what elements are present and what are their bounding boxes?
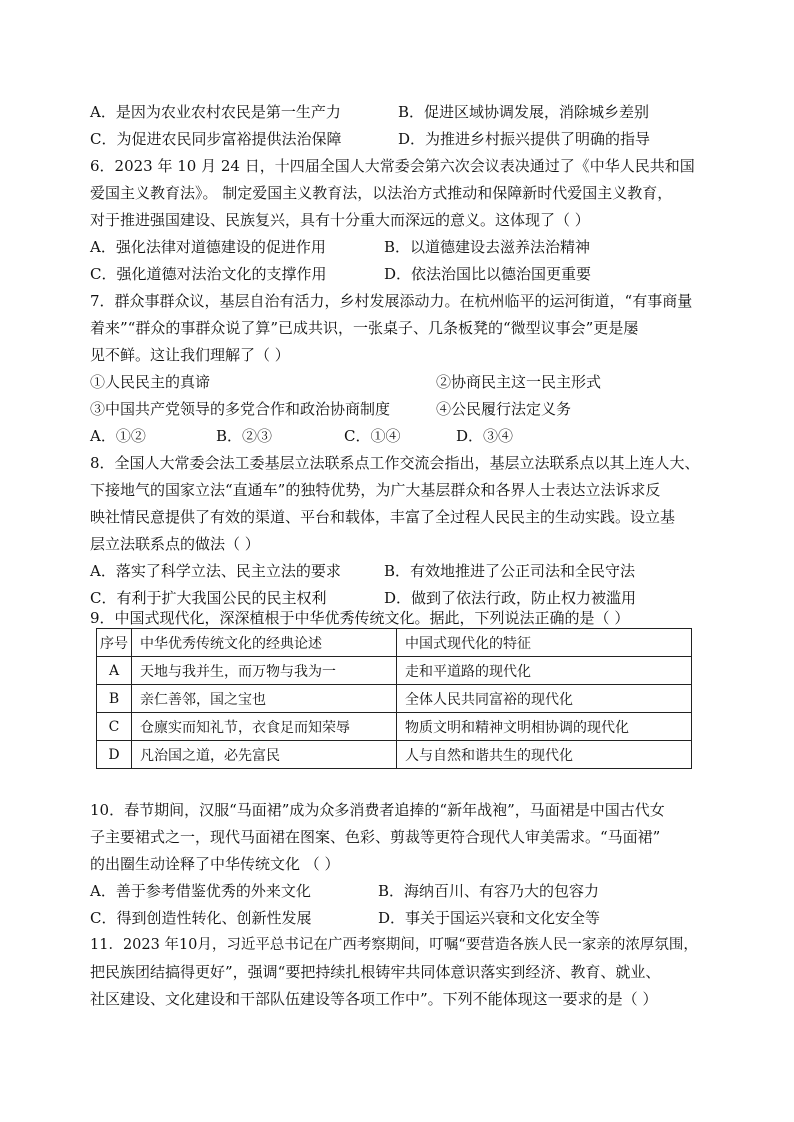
q5-option-b: B．促进区域协调发展，消除城乡差别: [398, 103, 650, 121]
q5-option-c: C．为促进农民同步富裕提供法治保障: [90, 130, 342, 148]
table-cell: 凡治国之道，必先富民: [132, 741, 397, 769]
table-cell: 物质文明和精神文明相协调的现代化: [397, 713, 692, 741]
q10-stem-line: 10．春节期间，汉服“马面裙”成为众多消费者追捧的“新年战袍”，马面裙是中国古代女: [90, 801, 665, 819]
table-row: [97, 713, 692, 741]
q7-option-d: D．③④: [456, 427, 514, 445]
table-header-row: [97, 629, 692, 657]
table-cell: B: [97, 685, 132, 713]
q7-stem-line: 着来”“群众的事群众说了算”已成共识，一张桌子、几条板凳的“微型议事会”更是屡: [90, 319, 639, 337]
q7-stem-line: 见不鲜。这让我们理解了（ ）: [90, 346, 290, 364]
q8-option-a: A．落实了科学立法、民主立法的要求: [90, 562, 341, 580]
q7-option-c: C．①④: [344, 427, 401, 445]
table-row: [97, 657, 692, 685]
q6-option-a: A．强化法律对道德建设的促进作用: [90, 238, 326, 256]
q10-option-a: A．善于参考借鉴优秀的外来文化: [90, 882, 311, 900]
q9-table: [96, 628, 692, 769]
q8-stem-line: 层立法联系点的做法（ ）: [90, 535, 260, 553]
q7-item: ②协商民主这一民主形式: [436, 373, 602, 391]
table-row: [97, 685, 692, 713]
q6-stem-line: 爱国主义教育法》。 制定爱国主义教育法，以法治方式推动和保障新时代爱国主义教育，: [90, 184, 673, 202]
q6-option-d: D．依法治国比以德治国更重要: [384, 265, 592, 283]
q5-option-d: D．为推进乡村振兴提供了明确的指导: [398, 130, 651, 148]
table-header-cell: 中华优秀传统文化的经典论述: [132, 629, 397, 657]
q6-option-b: B．以道德建设去滋养法治精神: [384, 238, 591, 256]
q7-item: ④公民履行法定义务: [436, 400, 572, 418]
table-cell: C: [97, 713, 132, 741]
q7-stem-line: 7．群众事群众议，基层自治有活力，乡村发展添动力。在杭州临平的运河街道，“有事商量: [90, 292, 693, 310]
table-cell: 走和平道路的现代化: [397, 657, 692, 685]
q7-option-b: B．②③: [216, 427, 273, 445]
q8-option-c: C．有利于扩大我国公民的民主权利: [90, 589, 327, 607]
q7-option-a: A．①②: [90, 427, 146, 445]
q10-option-d: D．事关于国运兴衰和文化安全等: [378, 909, 601, 927]
q6-stem-line: 对于推进强国建设、民族复兴，具有十分重大而深远的意义。这体现了（ ）: [90, 211, 590, 229]
table-cell: 全体人民共同富裕的现代化: [397, 685, 692, 713]
q10-stem-line: 的出圈生动诠释了中华传统文化 （ ）: [90, 855, 340, 873]
q6-stem-line: 6．2023 年 10 月 24 日，十四届全国人大常委会第六次会议表决通过了《中华人民共和国: [90, 157, 695, 175]
table-cell: 天地与我并生，而万物与我为一: [132, 657, 397, 685]
q5-option-a: A．是因为农业农村农民是第一生产力: [90, 103, 341, 121]
q10-option-c: C．得到创造性转化、创新性发展: [90, 909, 312, 927]
table-cell: A: [97, 657, 132, 685]
table-cell: 人与自然和谐共生的现代化: [397, 741, 692, 769]
q11-stem-line: 把民族团结搞得更好”，强调“要把持续扎根铸牢共同体意识落实到经济、教育、就业、: [90, 963, 661, 981]
q11-stem-line: 11．2023 年10月，习近平总书记在广西考察期间，叮嘱“要营造各族人民一家亲的浓厚氛围，: [90, 937, 698, 953]
q8-option-d: D．做到了依法行政，防止权力被滥用: [384, 589, 637, 607]
q8-stem-line: 下接地气的国家立法“直通车”的独特优势，为广大基层群众和各界人士表达立法诉求反: [90, 481, 661, 499]
q9-stem: 9．中国式现代化，深深植根于中华优秀传统文化。据此，下列说法正确的是（ ）: [90, 609, 630, 627]
q8-option-b: B．有效地推进了公正司法和全民守法: [384, 562, 636, 580]
table-row: [97, 741, 692, 769]
table-cell: D: [97, 741, 132, 769]
table-cell: 仓廪实而知礼节，衣食足而知荣辱: [132, 713, 397, 741]
q8-stem-line: 8．全国人大常委会法工委基层立法联系点工作交流会指出，基层立法联系点以其上连人大、: [90, 454, 700, 472]
table-header-cell: 中国式现代化的特征: [397, 629, 692, 657]
table-header-cell: 序号: [97, 629, 132, 657]
q8-stem-line: 映社情民意提供了有效的渠道、平台和载体，丰富了全过程人民民主的生动实践。设立基: [90, 508, 676, 526]
q7-item: ③中国共产党领导的多党合作和政治协商制度: [90, 400, 391, 418]
table-cell: 亲仁善邻，国之宝也: [132, 685, 397, 713]
q10-option-b: B．海纳百川、有容乃大的包容力: [378, 882, 600, 900]
q11-stem-line: 社区建设、文化建设和干部队伍建设等各项工作中”。下列不能体现这一要求的是（ ）: [90, 990, 658, 1008]
q10-stem-line: 子主要裙式之一，现代马面裙在图案、色彩、剪裁等更符合现代人审美需求。“马面裙”: [90, 828, 661, 846]
q6-option-c: C．强化道德对法治文化的支撑作用: [90, 265, 327, 283]
q7-item: ①人民民主的真谛: [90, 373, 211, 391]
